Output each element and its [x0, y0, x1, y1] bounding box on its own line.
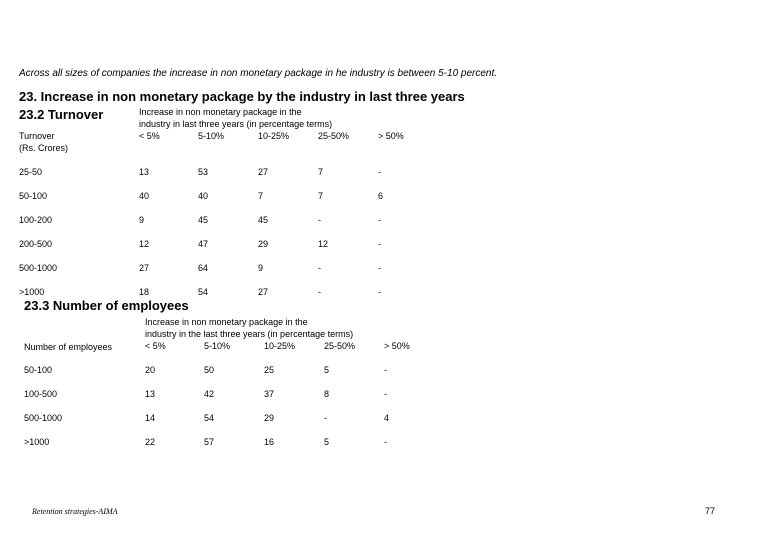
turnover-col-header: 5-10%: [198, 131, 225, 141]
page-number: 77: [705, 506, 716, 516]
cell: 42: [204, 389, 215, 399]
cell: 12: [139, 239, 150, 249]
cell: 45: [198, 215, 209, 225]
row-label: >1000: [24, 437, 50, 447]
turnover-row-header: Turnover: [19, 131, 55, 141]
turnover-title: 23.2 Turnover: [19, 107, 104, 122]
cell: 45: [258, 215, 269, 225]
turnover-header-line2: industry in last three years (in percentage terms): [139, 119, 333, 129]
cell: -: [378, 263, 381, 273]
cell: -: [378, 215, 381, 225]
footer-source: Retention strategies-AIMA: [32, 507, 118, 516]
cell: 53: [198, 167, 209, 177]
cell: 9: [258, 263, 264, 273]
employees-title: 23.3 Number of employees: [24, 298, 189, 313]
cell: 6: [378, 191, 384, 201]
row-label: 50-100: [19, 191, 48, 201]
cell: -: [318, 215, 321, 225]
cell: 13: [139, 167, 150, 177]
cell: 5: [324, 365, 330, 375]
employees-col-header: 10-25%: [264, 341, 296, 351]
section-title: 23. Increase in non monetary package by the industry in last three years: [19, 89, 465, 104]
intro-text: Across all sizes of companies the increase in non monetary package in he industry is between 5-10 percent.: [19, 68, 498, 79]
row-label: 100-200: [19, 215, 53, 225]
cell: 25: [264, 365, 275, 375]
turnover-header-line1: Increase in non monetary package in the: [139, 107, 302, 117]
cell: -: [318, 287, 321, 297]
employees-col-header: < 5%: [145, 341, 166, 351]
row-label: 50-100: [24, 365, 53, 375]
turnover-col-header: > 50%: [378, 131, 404, 141]
cell: 54: [204, 413, 215, 423]
cell: 7: [318, 167, 324, 177]
employees-row-header: Number of employees: [24, 342, 113, 352]
cell: -: [378, 239, 381, 249]
cell: 40: [139, 191, 150, 201]
employees-header-line1: Increase in non monetary package in the: [145, 317, 308, 327]
cell: 27: [258, 167, 269, 177]
cell: 29: [264, 413, 275, 423]
employees-header-line2: industry in the last three years (in percentage terms): [145, 329, 354, 339]
row-label: 200-500: [19, 239, 53, 249]
cell: -: [318, 263, 321, 273]
cell: 47: [198, 239, 209, 249]
employees-col-header: 5-10%: [204, 341, 231, 351]
cell: 4: [384, 413, 390, 423]
cell: -: [384, 365, 387, 375]
cell: -: [378, 167, 381, 177]
turnover-row-header-unit: (Rs. Crores): [19, 143, 68, 153]
cell: -: [324, 413, 327, 423]
cell: -: [384, 389, 387, 399]
cell: -: [384, 437, 387, 447]
cell: 16: [264, 437, 275, 447]
row-label: 100-500: [24, 389, 58, 399]
cell: 5: [324, 437, 330, 447]
employees-col-header: > 50%: [384, 341, 410, 351]
cell: 27: [258, 287, 269, 297]
cell: 22: [145, 437, 156, 447]
cell: 8: [324, 389, 330, 399]
cell: 12: [318, 239, 329, 249]
row-label: 500-1000: [24, 413, 63, 423]
row-label: 500-1000: [19, 263, 58, 273]
cell: 13: [145, 389, 156, 399]
cell: 50: [204, 365, 215, 375]
row-label: 25-50: [19, 167, 43, 177]
employees-col-header: 25-50%: [324, 341, 356, 351]
turnover-col-header: 25-50%: [318, 131, 350, 141]
cell: 14: [145, 413, 156, 423]
cell: 7: [258, 191, 264, 201]
cell: 64: [198, 263, 209, 273]
cell: 9: [139, 215, 145, 225]
cell: 27: [139, 263, 150, 273]
cell: -: [378, 287, 381, 297]
cell: 57: [204, 437, 215, 447]
cell: 54: [198, 287, 209, 297]
cell: 7: [318, 191, 324, 201]
cell: 18: [139, 287, 150, 297]
cell: 29: [258, 239, 269, 249]
turnover-col-header: < 5%: [139, 131, 160, 141]
cell: 40: [198, 191, 209, 201]
row-label: >1000: [19, 287, 45, 297]
turnover-col-header: 10-25%: [258, 131, 290, 141]
cell: 20: [145, 365, 156, 375]
cell: 37: [264, 389, 275, 399]
